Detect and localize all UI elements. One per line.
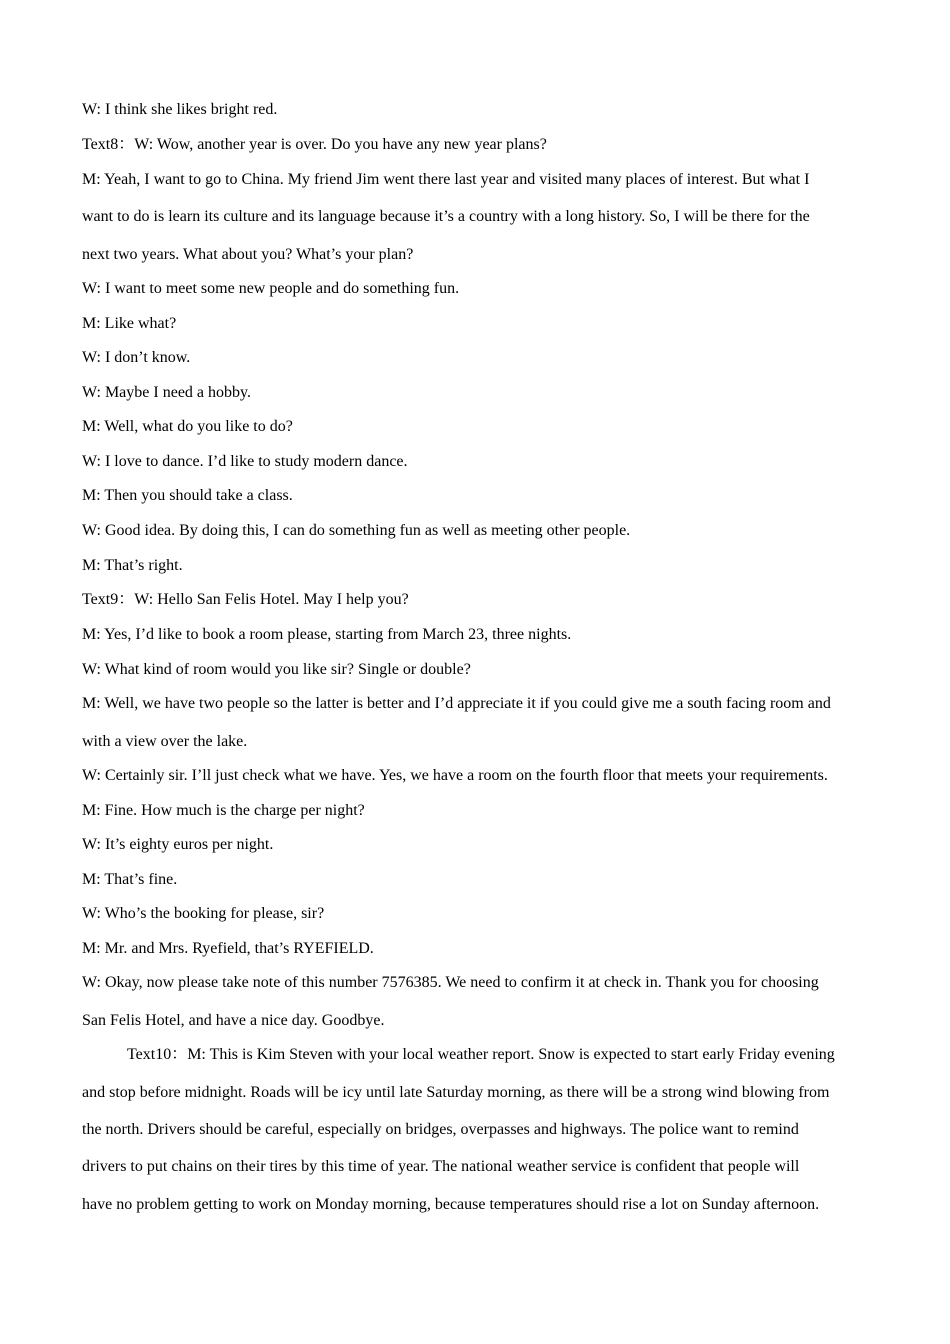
text-line: W: I think she likes bright red.	[82, 101, 278, 118]
text-line: Text8：W: Wow, another year is over. Do you have any new year plans?	[82, 136, 547, 153]
text-line: W: Certainly sir. I’ll just check what we have. Yes, we have a room on the fourth floor that meets your requirements.	[82, 767, 828, 784]
text-line: M: Yeah, I want to go to China. My friend Jim went there last year and visited many places of interest. But what I	[82, 171, 810, 188]
text-line: W: Maybe I need a hobby.	[82, 384, 251, 401]
text-line: Text9：W: Hello San Felis Hotel. May I help you?	[82, 591, 409, 608]
text-line: and stop before midnight. Roads will be icy until late Saturday morning, as there will be a strong wind blowing from	[82, 1084, 830, 1101]
text-line: W: What kind of room would you like sir? Single or double?	[82, 661, 471, 678]
text-line: San Felis Hotel, and have a nice day. Goodbye.	[82, 1012, 385, 1029]
text-line: M: That’s right.	[82, 557, 183, 574]
text-line: W: It’s eighty euros per night.	[82, 836, 274, 853]
text-line: the north. Drivers should be careful, especially on bridges, overpasses and highways. The police want to remind	[82, 1121, 799, 1138]
text-line: M: Fine. How much is the charge per night?	[82, 802, 365, 819]
text-line: W: Good idea. By doing this, I can do something fun as well as meeting other people.	[82, 522, 631, 539]
text-line: W: Who’s the booking for please, sir?	[82, 905, 325, 922]
text-line: M: Well, what do you like to do?	[82, 418, 293, 435]
text-line: with a view over the lake.	[82, 733, 248, 750]
text-line: M: Like what?	[82, 315, 177, 332]
text-line: W: Okay, now please take note of this number 7576385. We need to confirm it at check in. Thank you for choosing	[82, 974, 819, 991]
text-line: W: I don’t know.	[82, 349, 191, 366]
text-line: W: I love to dance. I’d like to study modern dance.	[82, 453, 408, 470]
text-line: M: Well, we have two people so the latter is better and I’d appreciate it if you could give me a south facing room and	[82, 695, 831, 712]
text-line: W: I want to meet some new people and do something fun.	[82, 280, 460, 297]
text-line: drivers to put chains on their tires by this time of year. The national weather service is confident that people will	[82, 1158, 800, 1175]
text-line: next two years. What about you? What’s your plan?	[82, 246, 414, 263]
text-line: M: Yes, I’d like to book a room please, starting from March 23, three nights.	[82, 626, 572, 643]
text-line: Text10：M: This is Kim Steven with your local weather report. Snow is expected to start early Friday evening	[127, 1046, 835, 1063]
text-line: M: Then you should take a class.	[82, 487, 293, 504]
text-line: M: Mr. and Mrs. Ryefield, that’s RYEFIELD.	[82, 940, 374, 957]
text-line: have no problem getting to work on Monday morning, because temperatures should rise a lot on Sunday afternoon.	[82, 1196, 820, 1213]
text-line: M: That’s fine.	[82, 871, 178, 888]
text-line: want to do is learn its culture and its language because it’s a country with a long history. So, I will be there for the	[82, 208, 810, 225]
